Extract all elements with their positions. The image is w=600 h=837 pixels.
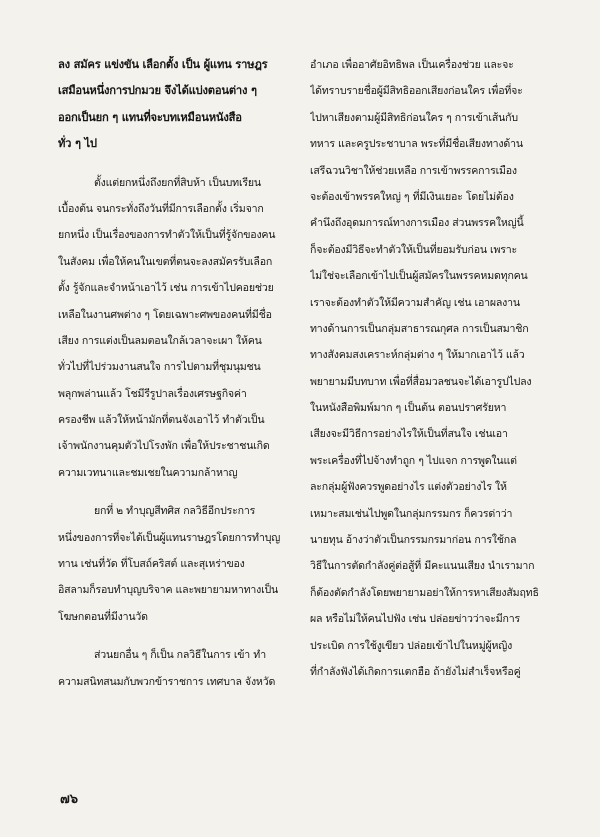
heading-line: ออกเป็นยก ๆ แทนที่จะบทเหมือนหนังสือ — [58, 110, 242, 124]
text-line: พลุกพล่านแล้ว โชมีรีรูปาลเรื่องเศรษฐกิจค่า — [58, 387, 247, 400]
text-line: ทหาร และครูประชาบาล พระที่มีชื่อเสียงทางด้าน — [310, 138, 523, 151]
paragraph-1 — [58, 170, 298, 487]
heading-line: ทั่ว ๆ ไป — [58, 137, 97, 151]
paragraph-2 — [58, 498, 298, 630]
text-line: ยกหนึ่ง เป็นเรื่องของการทำตัวให้เป็นที่รู้จักของคน — [58, 229, 276, 242]
text-line: ผล หรือไม่ให้คนไปฟัง เช่น ปล่อยข่าวว่าจะมีการ — [310, 613, 520, 626]
text-line: ในหนังสือพิมพ์มาก ๆ เป็นต้น ตอนปราศรัยหา — [310, 402, 507, 415]
text-line: ความสนิทสนมกับพวกข้าราชการ เทศบาล จังหวัด — [58, 675, 276, 688]
text-line: ส่วนยกอื่น ๆ ก็เป็น กลวิธีในการ เข้า ทำ — [94, 649, 266, 662]
text-line: ประเบิด การใช้งูเขียว ปล่อยเข้าไปในหมู่ผู้หญิง — [310, 639, 513, 652]
text-line: ละกลุ่มผู้ฟังควรพูดอย่างไร แต่งตัวอย่างไร ให้ — [310, 481, 507, 494]
text-line: เราจะต้องทำตัวให้มีความสำคัญ เช่น เอาผลงาน — [310, 296, 520, 309]
left-column — [58, 52, 298, 695]
heading-line: เสมือนหนึ่งการปกมวย จึงได้แบ่งตอนต่าง ๆ — [58, 84, 257, 98]
right-column — [310, 52, 560, 685]
paragraph-3 — [58, 642, 298, 695]
text-line: ได้ทราบรายชื่อผู้มีสิทธิออกเสียงก่อนใคร เพื่อที่จะ — [310, 85, 523, 98]
text-line: ตั้ง รู้จักและจำหน้าเอาไว้ เช่น การเข้าไปคอยช่วย — [58, 282, 274, 295]
text-line: ทั่วไปที่ไปร่วมงานสนใจ การไปตามที่ชุมนุมชน — [58, 361, 261, 374]
text-line: ความเวทนาและชมเชยในความกล้าหาญ — [58, 466, 238, 479]
text-line: ยกที่ ๒ ทำบุญสีทศิส กลวิธีอีกประการ — [94, 505, 256, 518]
text-line: ตั้งแต่ยกหนึ่งถึงยกที่สิบห้า เป็นบทเรียน — [94, 176, 261, 189]
text-line: พยายามมีบทบาท เพื่อที่สื่อมวลชนจะได้เอารูปไปลง — [310, 375, 532, 388]
text-line: ไม่ใช่จะเลือกเข้าไปเป็นผู้สมัครในพรรคหมดทุกคน — [310, 270, 528, 283]
text-line: เสียงจะมีวิธีการอย่างไรให้เป็นที่สนใจ เช่นเอา — [310, 428, 508, 441]
text-line: ไปหาเสียงตามผู้มีสิทธิก่อนใคร ๆ การเข้าเส้นกับ — [310, 111, 518, 124]
text-line: พระเครื่องที่ไปจ้างทำถูก ๆ ไปแจก การพูดในแต่ — [310, 454, 517, 467]
heading-line: ลง สมัคร แข่งขัน เลือกตั้ง เป็น ผู้แทน ราษฎร — [58, 58, 268, 71]
paragraph-gap — [58, 158, 298, 170]
text-line: ในสังคม เพื่อให้คนในเขตที่ตนจะลงสมัครรับเลือก — [58, 255, 273, 268]
text-line: ก็ต้องตัดกำลังโดยพยายามอย่าให้การหาเสียงสัมฤทธิ — [310, 586, 539, 599]
text-line: ก็จะต้องมีวิธีจะทำตัวให้เป็นที่ยอมรับก่อน เพราะ — [310, 243, 517, 256]
text-line: ครองชีพ แล้วให้หน้ามักที่ตนจังเอาไว้ ทำตัวเป็น — [58, 414, 265, 427]
text-line: วิธีในการตัดกำลังคู่ต่อสู้ที่ มีคะแนนเสียง นำเรามาก — [310, 560, 535, 573]
text-line: เหมาะสมเช่นไปพูดในกลุ่มกรรมกร ก็ควรด่าว่า — [310, 507, 513, 520]
text-line: เจ้าพนักงานคุมตัวไปโรงพัก เพื่อให้ประชาชนเกิด — [58, 440, 270, 453]
text-line: โฆษกตอนที่มีงานวัด — [58, 610, 148, 623]
text-line: คำนึงถึงอุดมการณ์ทางการเมือง ส่วนพรรคใหญ่นี้ — [310, 217, 524, 230]
text-line: ที่กำลังฟังได้เกิดการแตกฮือ ถ้ายังไม่สำเร็จหรือคู่ — [310, 665, 521, 678]
text-line: อิสลามก็รอบทำบุญบริจาค และพยายามหาทางเป็น — [58, 584, 279, 597]
paragraph-gap — [58, 630, 298, 642]
text-line: เสรีฉวนวิชาให้ช่วยเหลือ การเข้าพรรคการเมือง — [310, 164, 517, 177]
text-line: ทาน เช่นที่วัด ที่โบสถ์คริสต์ และสุเหร่าของ — [58, 558, 245, 571]
section-heading — [58, 52, 298, 158]
page-number: ๗๖ — [60, 792, 79, 807]
text-line: นายทุน อ้างว่าตัวเป็นกรรมกรมาก่อน การใช้กล — [310, 534, 517, 547]
text-line: จะต้องเข้าพรรคใหญ่ ๆ ที่มีเงินเยอะ โดยไม่ต้อง — [310, 190, 514, 203]
paragraph-gap — [58, 486, 298, 498]
text-line: ทางด้านการเป็นกลุ่มสาธารณกุศล การเป็นสมาชิก — [310, 322, 529, 335]
text-line: ทางสังคมสงเคราะห์กลุ่มต่าง ๆ ให้มากเอาไว้ แล้ว — [310, 349, 525, 362]
text-line: หนึ่งของการที่จะได้เป็นผู้แทนราษฎรโดยการทำบุญ — [58, 531, 281, 544]
text-line: เหลือในงานศพต่าง ๆ โดยเฉพาะศพของคนที่มีชื่อ — [58, 308, 272, 321]
text-line: เสียง การแต่งเป็นลมตอนใกล้เวลาจะเผา ให้คน — [58, 334, 262, 347]
text-line: อำเภอ เพื่ออาศัยอิทธิพล เป็นเครื่องช่วย และจะ — [310, 59, 514, 71]
text-line: เบื้องต้น จนกระทั่งถึงวันที่มีการเลือกตั้ง เริ่มจาก — [58, 202, 264, 215]
